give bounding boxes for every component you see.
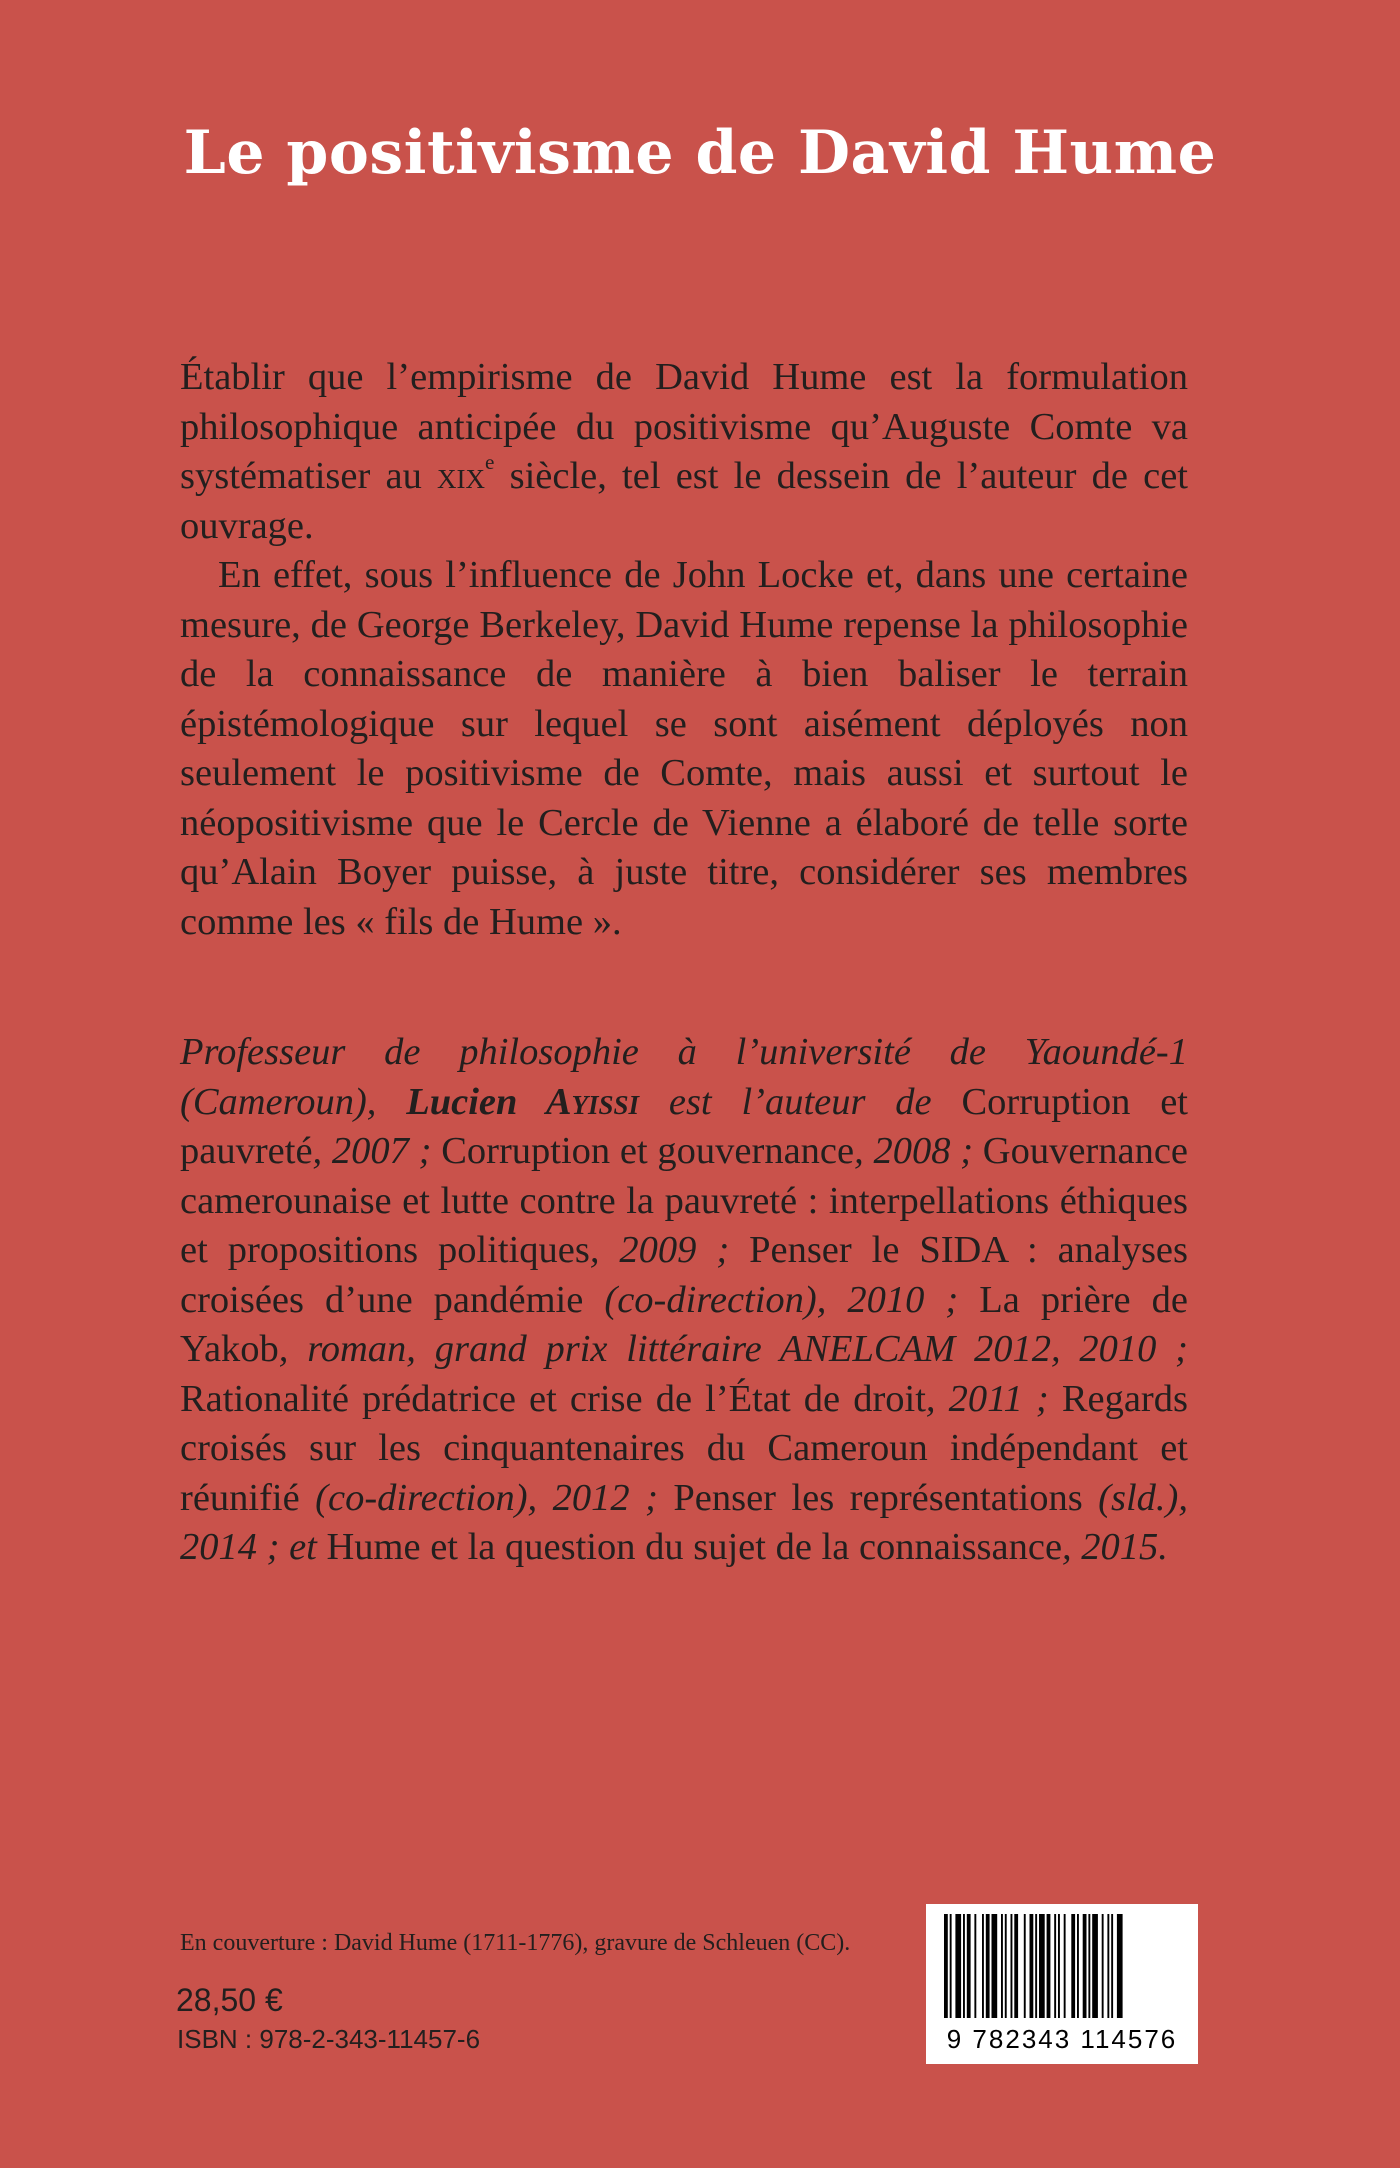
barcode-bar xyxy=(1047,1914,1051,2018)
author-name: Lucien Ayissi xyxy=(406,1080,640,1123)
barcode-bar xyxy=(1102,1914,1104,2018)
book-ref: Penser le SIDA : analyses croisées d’une pandémie xyxy=(180,1229,1188,1321)
barcode-digits: 9 782343 114576 xyxy=(946,2024,1178,2054)
barcode-bar xyxy=(1083,1914,1087,2018)
barcode-bar xyxy=(1117,1914,1123,2018)
barcode-bar xyxy=(967,1914,971,2018)
barcode-bar xyxy=(982,1914,984,2018)
barcode-bar xyxy=(1058,1914,1060,2018)
barcode-bar xyxy=(992,1914,998,2018)
book-ref: Hume et la question du sujet de la connaissance xyxy=(326,1526,1063,1568)
barcode-bar xyxy=(1014,1914,1018,2018)
book-ref: Gouvernance camerounaise et lutte contre la pauvreté : interpellations éthiques et propositions politiques xyxy=(180,1130,1188,1271)
barcode xyxy=(926,1904,1198,2064)
barcode-bar xyxy=(1077,1914,1079,2018)
barcode-bar xyxy=(950,1914,952,2018)
book-ref: Penser les représentations xyxy=(673,1476,1083,1519)
book-ref: Rationalité prédatrice et crise de l’État de droit xyxy=(180,1377,926,1420)
barcode-bar xyxy=(944,1914,948,2018)
century-superscript: e xyxy=(485,449,495,474)
author-bio: Professeur de philosophie à l’université de Yaoundé-1 (Cameroun), Lucien Ayissi est l’auteur de Corruption et pauvreté, 2007 ; Corruption et gouvernance, 2008 ; Gouvernance camerounaise et lutte contre la pauvreté : interpellations éthiques et propositions politiques, 2009 ; Penser le SIDA : analyses croisées d’une pandémie (co-direction), 2010 ; La prière de Yakob, roman, grand prix littéraire ANELCAM 2012, 2010 ; Rationalité prédatrice et crise de l’État de droit, 2011 ; Regards croisés sur les cinquantenaires du Cameroun indépendant et réunifié (co-direction), 2012 ; Penser les représentations (sld.), 2014 ; et Hume et la question du sujet de la connaissance, 2015. xyxy=(180,1031,1188,1568)
barcode-bar xyxy=(1035,1914,1037,2018)
barcode-bar xyxy=(1088,1914,1090,2018)
book-ref: Corruption et pauvreté xyxy=(180,1080,1188,1172)
barcode-bar xyxy=(1071,1914,1075,2018)
barcode-bar xyxy=(1054,1914,1056,2018)
cover-credit: En couverture : David Hume (1711-1776), gravure de Schleuen (CC). xyxy=(180,1930,851,1956)
barcode-bar xyxy=(955,1914,961,2018)
book-ref: La prière de Yakob xyxy=(180,1278,1188,1370)
century-numeral: xix xyxy=(437,455,486,497)
book-ref: Regards croisés sur les cinquantenaires du Cameroun indépendant et réunifié xyxy=(180,1377,1188,1519)
book-ref: Corruption et gouvernance xyxy=(441,1130,855,1172)
price: 28,50 € xyxy=(176,1982,283,2018)
barcode-bar xyxy=(1064,1914,1066,2018)
barcode-bar xyxy=(1005,1914,1007,2018)
barcode-bar xyxy=(1001,1914,1003,2018)
barcode-bar xyxy=(1039,1914,1045,2018)
summary-text xyxy=(180,353,1188,947)
barcode-bar xyxy=(974,1914,976,2018)
barcode-bars xyxy=(936,1914,1188,2022)
barcode-bar xyxy=(1107,1914,1109,2018)
barcode-bar xyxy=(986,1914,990,2018)
barcode-bar xyxy=(1024,1914,1026,2018)
barcode-bar xyxy=(1030,1914,1034,2018)
summary-paragraph-2: En effet, sous l’influence de John Locke et, dans une certaine mesure, de George Berkeley, David Hume repense la philosophie de la connaissance de manière à bien baliser le terrain épistémologique sur lequel se sont aisément déployés non seulement le positivisme de Comte, mais aussi et surtout le néopositivisme que le Cercle de Vienne a élaboré de telle sorte qu’Alain Boyer puisse, à juste titre, considérer ses membres comme les « fils de Hume ». xyxy=(180,554,1188,943)
barcode-bar xyxy=(1011,1914,1013,2018)
barcode-bar xyxy=(963,1914,965,2018)
barcode-bar xyxy=(1111,1914,1113,2018)
barcode-bar xyxy=(1092,1914,1098,2018)
book-title: Le positivisme de David Hume xyxy=(183,118,1217,188)
isbn: ISBN : 978-2-343-11457-6 xyxy=(177,2024,481,2054)
summary-paragraph-1: Établir que l’empirisme de David Hume est la formulation philosophique anticipée du positivisme qu’Auguste Comte va systématiser au xix$^e$ siècle, tel est le dessein de l’auteur de cet ouvrage. xyxy=(180,356,1188,547)
